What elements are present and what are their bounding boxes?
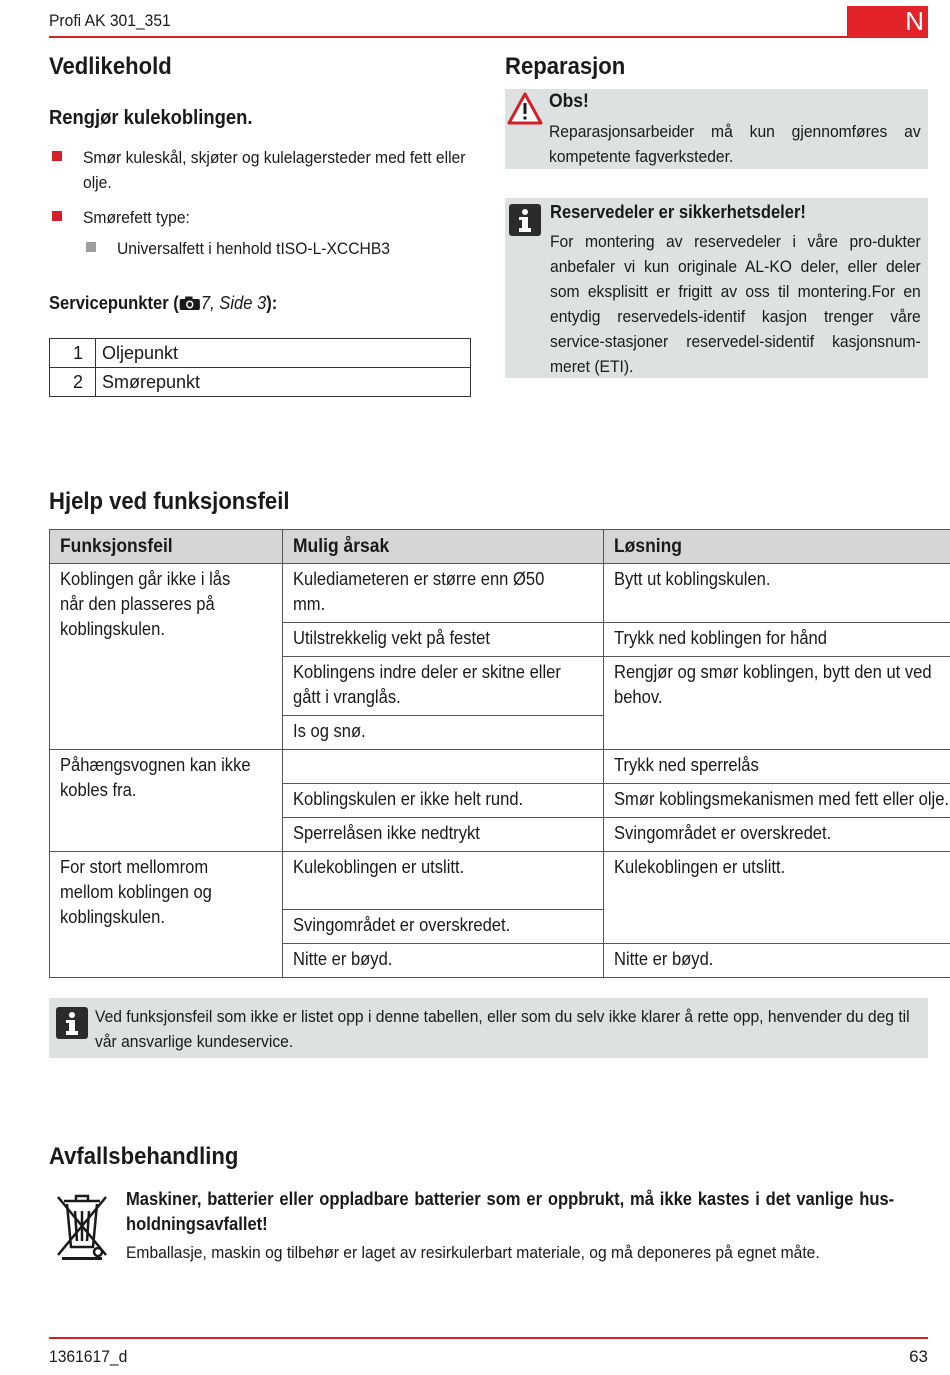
- table-header-row: [50, 530, 950, 564]
- warning-text: Reparasjonsarbeider må kun gjennomføres av kompetente fagverksteder.: [549, 122, 921, 166]
- troubleshooting-title: Hjelp ved funksjonsfeil: [49, 488, 290, 515]
- warning-box: [505, 89, 928, 169]
- bullet-marker: [52, 151, 62, 161]
- document-model: Profi AK 301_351: [49, 11, 171, 30]
- service-points-ref[interactable]: 7, Side 3: [200, 293, 267, 313]
- cause-cell: Kulediameteren er større enn Ø50 mm.: [283, 564, 604, 623]
- service-point-label: Oljepunkt: [96, 339, 471, 368]
- bullet-text: Smørefett type:: [83, 208, 190, 227]
- note-box: [49, 998, 928, 1058]
- page-number: 63: [909, 1347, 928, 1366]
- language-badge: N: [847, 6, 928, 37]
- cause-cell: Koblingens indre deler er skitne eller gått i vranglås.: [283, 657, 604, 716]
- solution-cell: Kulekoblingen er utslitt.: [604, 852, 950, 944]
- service-point-number: 1: [50, 339, 96, 368]
- cause-cell: [283, 750, 604, 784]
- fault-cell: For stort mellomrom mellom koblingen og koblingskulen.: [50, 852, 283, 978]
- table-row: [50, 339, 471, 368]
- column-header: Løsning: [604, 530, 950, 564]
- solution-cell: Trykk ned sperrelås: [604, 750, 950, 784]
- cause-cell: Utilstrekkelig vekt på festet: [283, 623, 604, 657]
- fault-cell: Påhængsvognen kan ikke kobles fra.: [50, 750, 283, 852]
- document-code: 1361617_d: [49, 1347, 128, 1366]
- service-points-table: [49, 338, 471, 397]
- bullet-marker: [52, 211, 62, 221]
- disposal-title: Avfallsbehandling: [49, 1143, 239, 1170]
- solution-cell: Bytt ut koblingskulen.: [604, 564, 950, 623]
- page-header: [49, 8, 928, 38]
- info-box: [505, 198, 928, 378]
- solution-cell: Svingområdet er overskredet.: [604, 818, 950, 852]
- solution-cell: Smør koblingsmekanismen med fett eller olje.: [604, 784, 950, 818]
- note-text: Ved funksjonsfeil som ikke er listet opp i denne tabellen, eller som du selv ikke klarer å rette opp, henvender du deg til vår ansvarlige kundeservice.: [95, 1007, 910, 1051]
- solution-cell: Rengjør og smør koblingen, bytt den ut ved behov.: [604, 657, 950, 750]
- service-points-heading: Servicepunkter ( 7, Side 3):: [49, 293, 277, 316]
- sub-bullet-text: Universalfett i henhold tISO-L-XCCHB3: [117, 239, 390, 258]
- table-row: [50, 564, 950, 623]
- fault-cell: Koblingen går ikke i lås når den plasseres på koblingskulen.: [50, 564, 283, 750]
- crossed-bin-icon: [54, 1189, 110, 1266]
- info-title: Reservedeler er sikkerhetsdeler!: [550, 202, 806, 222]
- troubleshooting-table: [49, 529, 950, 978]
- table-row: [50, 750, 950, 784]
- solution-cell: Nitte er bøyd.: [604, 944, 950, 978]
- info-icon: [56, 1007, 88, 1039]
- cause-cell: Svingområdet er overskredet.: [283, 910, 604, 944]
- repair-title: Reparasjon: [505, 53, 626, 80]
- cause-cell: Kulekoblingen er utslitt.: [283, 852, 604, 910]
- page-footer: [49, 1337, 928, 1366]
- cause-cell: Is og snø.: [283, 716, 604, 750]
- sub-bullet-marker: [86, 242, 96, 252]
- service-point-number: 2: [50, 368, 96, 397]
- service-point-label: Smørepunkt: [96, 368, 471, 397]
- cause-cell: Nitte er bøyd.: [283, 944, 604, 978]
- solution-cell: Trykk ned koblingen for hånd: [604, 623, 950, 657]
- maintenance-subtitle: Rengjør kulekoblingen.: [49, 107, 253, 129]
- cause-cell: Sperrelåsen ikke nedtrykt: [283, 818, 604, 852]
- info-text: For montering av reservedeler i våre pro-dukter anbefaler vi kun originale AL-KO deler, eller deler som eksplisitt er frigitt av oss til montering.For en entydig reservedels-identif kasjon trenger våre service-stasjoner reservedel-sidentif kasjonsnum-meret (ETI).: [550, 232, 921, 376]
- column-header: Funksjonsfeil: [50, 530, 283, 564]
- disposal-text: Emballasje, maskin og tilbehør er laget av resirkulerbart materiale, og må deponeres på egnet måte.: [126, 1243, 820, 1262]
- warning-title: Obs!: [549, 91, 589, 112]
- info-icon: [509, 204, 541, 236]
- cause-cell: Koblingskulen er ikke helt rund.: [283, 784, 604, 818]
- column-header: Mulig årsak: [283, 530, 604, 564]
- table-row: [50, 852, 950, 910]
- bullet-text: Smør kuleskål, skjøter og kulelagersteder med fett eller olje.: [83, 148, 466, 192]
- maintenance-title: Vedlikehold: [49, 53, 172, 80]
- warning-triangle-icon: [507, 92, 543, 130]
- table-row: [50, 368, 471, 397]
- disposal-warning: Maskiner, batterier eller oppladbare batterier som er oppbrukt, må ikke kastes i det vanlige hus-holdningsavfallet!: [126, 1189, 895, 1234]
- camera-icon: [179, 295, 201, 316]
